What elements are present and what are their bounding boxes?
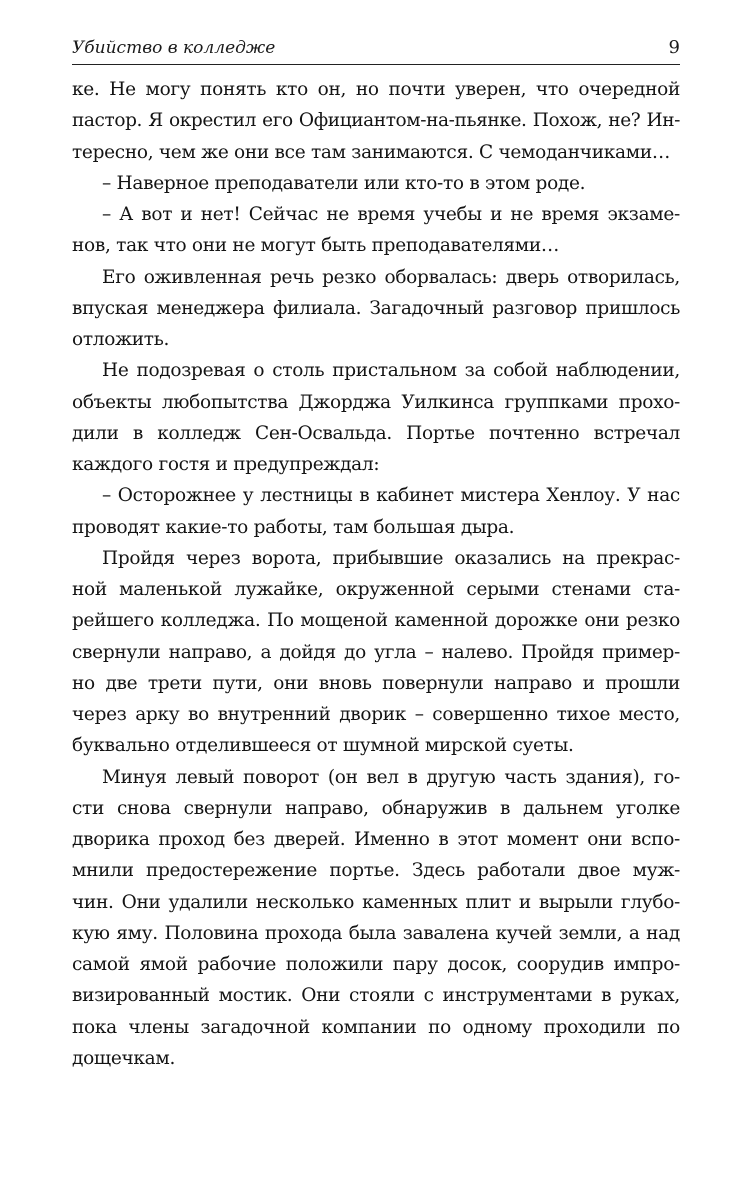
text-line: отложить. <box>72 329 170 350</box>
text-line: самой ямой рабочие положили пару досок, соорудив импро- <box>72 954 680 975</box>
text-line: дощечкам. <box>72 1047 176 1069</box>
text-line: буквально отделившееся от шумной мирской суеты. <box>72 735 574 757</box>
header-rule <box>72 64 680 65</box>
text-line: сти снова свернули направо, обнаружив в дальнем уголке <box>72 797 680 819</box>
text-line: проводят какие-то работы, там большая дыра. <box>72 516 515 538</box>
text-line: ной маленькой лужайке, окруженной серыми стенами ста- <box>72 579 680 600</box>
text-line: нов, так что они не могут быть преподавателями… <box>72 235 560 257</box>
text-line: пастор. Я окрестил его Официантом-на-пьянке. Похож, не? Ин- <box>72 110 680 132</box>
text-line: пока члены загадочной компании по одному проходили по <box>72 1016 680 1038</box>
text-line: Пройдя через ворота, прибывшие оказались на прекрас- <box>102 547 680 569</box>
text-line: – А вот и нет! Сейчас не время учебы и не время экзаме- <box>102 204 680 225</box>
text-line: через арку во внутренний дворик – совершенно тихое место, <box>72 704 680 725</box>
text-line: кую яму. Половина прохода была завалена кучей земли, а над <box>72 922 680 944</box>
text-line: но две трети пути, они вновь повернули направо и прошли <box>72 672 680 694</box>
text-line: впуская менеджера филиала. Загадочный разговор пришлось <box>72 297 680 319</box>
text-line: мнили предостережение портье. Здесь работали двое муж- <box>72 860 680 882</box>
page-number: 9 <box>668 37 680 58</box>
text-line: Не подозревая о столь пристальном за собой наблюдении, <box>102 360 680 382</box>
text-line: каждого гостя и предупреждал: <box>72 454 380 475</box>
text-line: свернули направо, а дойдя до угла – налево. Пройдя пример- <box>72 641 680 663</box>
text-line: ке. Не могу понять кто он, но почти уверен, что очередной <box>72 79 680 100</box>
running-head <box>72 36 680 64</box>
text-line: Минуя левый поворот (он вел в другую часть здания), го- <box>102 766 680 788</box>
text-line: – Наверное преподаватели или кто-то в этом роде. <box>102 172 586 194</box>
running-title: Убийство в колледже <box>72 38 276 58</box>
text-line: дворика проход без дверей. Именно в этот момент они вспо- <box>72 829 680 850</box>
text-line: чин. Они удалили несколько каменных плит и вырыли глубо- <box>72 891 680 913</box>
text-line: рейшего колледжа. По мощеной каменной дорожке они резко <box>72 610 680 632</box>
body-text <box>72 74 680 1074</box>
text-line: объекты любопытства Джорджа Уилкинса группками прохо- <box>72 391 680 413</box>
text-line: визированный мостик. Они стояли с инструментами в руках, <box>72 985 680 1007</box>
text-line: – Осторожнее у лестницы в кабинет мистера Хенлоу. У нас <box>102 485 680 507</box>
text-line: дили в колледж Сен-Освальда. Портье почтенно встречал <box>72 422 680 444</box>
text-line: тересно, чем же они все там занимаются. С чемоданчиками… <box>72 141 671 163</box>
text-line: Его оживленная речь резко оборвалась: дверь отворилась, <box>102 266 680 288</box>
